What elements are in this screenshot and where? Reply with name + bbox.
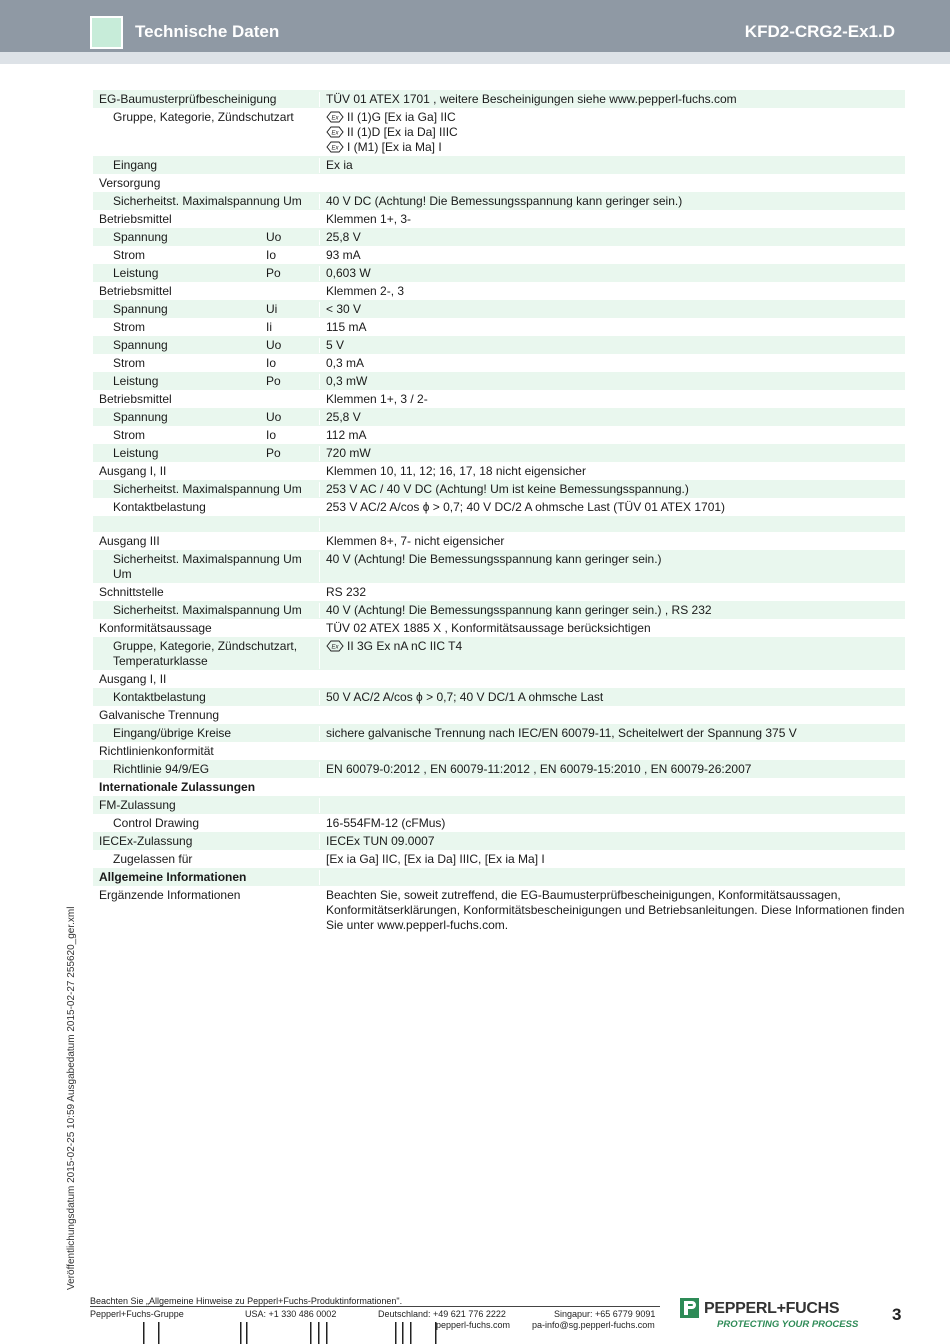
spec-table [93,90,905,934]
spec-symbol: Ui [266,302,278,316]
spec-value [319,534,905,549]
spec-label: FM-Zulassung [99,798,176,812]
spec-value-text: II 3G Ex nA nC IIC T4 [347,639,463,653]
spec-label: Zugelassen für [113,852,193,866]
spec-row [93,832,905,850]
spec-value [319,500,905,515]
spec-row [93,724,905,742]
spec-label: Eingang [113,158,158,172]
spec-value-line: 50 V AC/2 A/cos ϕ > 0,7; 40 V DC/1 A ohmsche Last [326,690,604,704]
spec-value-line: Klemmen 1+, 3- [326,212,412,226]
spec-value-line: [Ex ia Ga] IIC, [Ex ia Da] IIIC, [Ex ia Ma] I [326,852,545,866]
spec-value-line: 25,8 V [326,230,361,244]
spec-value [319,726,905,741]
spec-value-line: 115 mA [326,320,367,334]
ex-hexagon-icon [326,126,344,138]
footer-note: Beachten Sie „Allgemeine Hinweise zu Pepperl+Fuchs-Produktinformationen". [90,1296,403,1306]
product-code: KFD2-CRG2-Ex1.D [744,22,895,41]
spec-row [93,210,905,228]
spec-value [319,176,905,191]
spec-value-line: Klemmen 1+, 3 / 2- [326,392,428,406]
barcode-marks [140,1322,470,1344]
spec-value-line: Konformitätserklärungen, Konformitätsbescheinigungen und Betriebsanleitungen. Diese Informationen finden [326,903,905,917]
spec-row [93,814,905,832]
svg-text:Ex: Ex [331,130,339,137]
spec-value [319,248,905,263]
spec-label: Ergänzende Informationen [99,888,241,902]
spec-value [319,518,905,531]
spec-label: Gruppe, Kategorie, Zündschutzart [113,110,294,124]
footer-singapore: Singapur: +65 6779 9091 [554,1309,656,1319]
spec-value-line: 720 mW [326,446,371,460]
svg-text:Ex: Ex [331,145,339,152]
footer-singapore-mail: pa-info@sg.pepperl-fuchs.com [532,1320,655,1330]
spec-value [319,603,905,618]
spec-value-line: 5 V [326,338,345,352]
svg-text:Ex: Ex [331,644,339,651]
spec-label: Ausgang III [99,534,160,548]
spec-row [93,532,905,550]
spec-label: IECEx-Zulassung [99,834,193,848]
spec-label: Versorgung [99,176,161,190]
spec-value-line: 16-554FM-12 (cFMus) [326,816,446,830]
spec-value [319,110,905,155]
spec-value-line: 0,3 mA [326,356,365,370]
spec-value [319,621,905,636]
spec-value [319,266,905,281]
spec-value [319,194,905,209]
spec-value-line: 40 V (Achtung! Die Bemessungsspannung kann geringer sein.) [326,552,662,566]
spec-label: Strom [113,248,146,262]
spec-label: EG-Baumusterprüfbescheinigung [99,92,277,106]
spec-label: Spannung [113,302,168,316]
spec-value-line: Beachten Sie, soweit zutreffend, die EG-Baumusterprüfbescheinigungen, Konformitätsaussagen, [326,888,841,902]
brand-name: PEPPERL+FUCHS [704,1300,840,1317]
spec-value-line: 40 V DC (Achtung! Die Bemessungsspannung kann geringer sein.) [326,194,683,208]
spec-label: Gruppe, Kategorie, Zündschutzart, Temperaturklasse [113,639,298,668]
spec-row [93,796,905,814]
page-header [0,0,950,52]
spec-row [93,706,905,724]
ex-hexagon-icon [326,141,344,153]
spec-label: Internationale Zulassungen [99,780,256,794]
spec-value-line: 253 V AC / 40 V DC (Achtung! Um ist keine Bemessungsspannung.) [326,482,689,496]
spec-value-line: EN 60079-0:2012 , EN 60079-11:2012 , EN 60079-15:2010 , EN 60079-26:2007 [326,762,752,776]
spec-row [93,408,905,426]
spec-value [319,284,905,299]
footer-group: Pepperl+Fuchs-Gruppe [90,1309,184,1319]
spec-symbol: Io [266,356,277,370]
spec-row [93,390,905,408]
ex-hexagon-icon [326,111,344,123]
spec-value [319,392,905,407]
spec-value [319,374,905,389]
header-logo-square [90,16,123,49]
spec-value-line: 93 mA [326,248,361,262]
spec-value-line: IECEx TUN 09.0007 [326,834,435,848]
spec-symbol: Po [266,446,281,460]
spec-value-text: II (1)D [Ex ia Da] IIIC [347,125,458,139]
spec-row [93,742,905,760]
spec-value [319,302,905,317]
spec-symbol: Uo [266,230,282,244]
spec-value-line: Klemmen 2-, 3 [326,284,405,298]
spec-value [319,672,905,687]
spec-label: Sicherheitst. Maximalspannung Um [113,194,302,208]
spec-row [93,300,905,318]
spec-value-line: Klemmen 10, 11, 12; 16, 17, 18 nicht eigensicher [326,464,586,478]
spec-value-line [326,140,905,155]
spec-row [93,550,905,583]
spec-row [93,868,905,886]
spec-value-line: TÜV 01 ATEX 1701 , weitere Bescheinigungen siehe www.pepperl-fuchs.com [326,92,737,106]
spec-value [319,158,905,173]
spec-symbol: Uo [266,338,282,352]
spec-row [93,354,905,372]
spec-value [319,482,905,497]
spec-value-line [326,639,905,654]
spec-row [93,174,905,192]
spec-value-line: 253 V AC/2 A/cos ϕ > 0,7; 40 V DC/2 A ohmsche Last (TÜV 01 ATEX 1701) [326,500,726,514]
spec-label: Allgemeine Informationen [99,870,247,884]
spec-row [93,583,905,601]
spec-label: Strom [113,356,146,370]
brand-tagline: PROTECTING YOUR PROCESS [717,1319,859,1330]
spec-value [319,428,905,443]
spec-label: Kontaktbelastung [113,690,206,704]
spec-value [319,744,905,759]
spec-label: Ausgang I, II [99,464,167,478]
spec-row [93,688,905,706]
spec-label: Kontaktbelastung [113,500,206,514]
spec-symbol: Po [266,266,281,280]
spec-label: Leistung [113,266,159,280]
spec-label: Richtlinienkonformität [99,744,214,758]
spec-label [93,518,319,531]
spec-value [319,816,905,831]
spec-value [319,780,905,795]
spec-label: Betriebsmittel [99,212,172,226]
spec-value [319,798,905,813]
spec-label: Betriebsmittel [99,392,172,406]
side-metadata: Veröffentlichungsdatum 2015-02-25 10:59 Ausgabedatum 2015-02-27 255620_ger.xml [66,906,77,1290]
spec-row [93,108,905,156]
spec-row [93,282,905,300]
spec-value-line [326,110,905,125]
spec-value-text: II (1)G [Ex ia Ga] IIC [347,110,456,124]
header-underline [0,52,950,64]
spec-value-text: I (M1) [Ex ia Ma] I [347,140,442,154]
spec-row [93,90,905,108]
spec-value [319,356,905,371]
spec-value [319,212,905,227]
spec-value [319,852,905,867]
spec-value-line: 0,3 mW [326,374,368,388]
spec-label: Spannung [113,338,168,352]
spec-value-line: Klemmen 8+, 7- nicht eigensicher [326,534,505,548]
spec-label: Control Drawing [113,816,200,830]
spec-value-line: 0,603 W [326,266,371,280]
spec-row [93,444,905,462]
spec-label: Sicherheitst. Maximalspannung Um [113,482,302,496]
spec-value [319,708,905,723]
spec-value-line: TÜV 02 ATEX 1885 X , Konformitätsaussage berücksichtigen [326,621,651,635]
spec-symbol: Po [266,374,281,388]
spec-value [319,230,905,245]
spec-value [319,639,905,669]
spec-row [93,760,905,778]
spec-value [319,92,905,107]
spec-value-line: Sie unter www.pepperl-fuchs.com. [326,918,509,932]
spec-symbol: Uo [266,410,282,424]
spec-row [93,336,905,354]
spec-label: Sicherheitst. Maximalspannung Um [113,603,302,617]
spec-label: Leistung [113,446,159,460]
spec-label: Schnittstelle [99,585,164,599]
spec-row [93,426,905,444]
spec-value [319,762,905,777]
spec-value [319,834,905,849]
spec-value-line: < 30 V [326,302,362,316]
spec-label: Spannung [113,410,168,424]
spec-value [319,320,905,335]
spec-row [93,480,905,498]
spec-value [319,446,905,461]
spec-row [93,264,905,282]
footer-divider [90,1306,660,1307]
spec-value [319,410,905,425]
spec-row [93,670,905,688]
spec-value-line: Ex ia [326,158,353,172]
spec-row [93,637,905,670]
spec-row [93,886,905,934]
spec-row [93,372,905,390]
spec-value [319,690,905,705]
spec-row [93,246,905,264]
ex-hexagon-icon [326,640,344,652]
footer-usa: USA: +1 330 486 0002 [245,1309,337,1319]
brand-logo [680,1298,865,1332]
spec-row [93,498,905,516]
spec-label: Leistung [113,374,159,388]
footer-germany-mail: pepperl-fuchs.com [436,1320,511,1330]
spec-symbol: Io [266,248,277,262]
spec-value-line: sichere galvanische Trennung nach IEC/EN 60079-11, Scheitelwert der Spannung 375 V [326,726,797,740]
svg-text:Ex: Ex [331,115,339,122]
spec-label: Ausgang I, II [99,672,167,686]
brand-mark-icon [680,1298,699,1318]
spec-value [319,338,905,353]
page-number: 3 [892,1305,902,1324]
spec-row [93,462,905,480]
page-title: Technische Daten [135,22,280,41]
spec-value-line: 40 V (Achtung! Die Bemessungsspannung kann geringer sein.) , RS 232 [326,603,712,617]
spec-value [319,464,905,479]
spec-row [93,516,905,532]
spec-value-line [326,125,905,140]
spec-value-line: 112 mA [326,428,367,442]
spec-label: Spannung [113,230,168,244]
spec-label: Eingang/übrige Kreise [113,726,232,740]
spec-label: Richtlinie 94/9/EG [113,762,210,776]
spec-label: Strom [113,428,146,442]
spec-label: Strom [113,320,146,334]
spec-value-line: RS 232 [326,585,367,599]
spec-symbol: Io [266,428,277,442]
spec-value-line: 25,8 V [326,410,361,424]
spec-symbol: Ii [266,320,272,334]
spec-value [319,552,905,582]
spec-value [319,585,905,600]
spec-row [93,619,905,637]
spec-label: Betriebsmittel [99,284,172,298]
spec-row [93,601,905,619]
spec-row [93,850,905,868]
spec-value [319,870,905,885]
spec-row [93,156,905,174]
spec-label: Konformitätsaussage [99,621,212,635]
spec-row [93,778,905,796]
spec-row [93,228,905,246]
spec-row [93,192,905,210]
spec-label: Galvanische Trennung [99,708,220,722]
spec-value [319,888,905,933]
footer-germany: Deutschland: +49 621 776 2222 [378,1309,506,1319]
spec-row [93,318,905,336]
spec-label: Sicherheitst. Maximalspannung Um Um [113,552,302,581]
